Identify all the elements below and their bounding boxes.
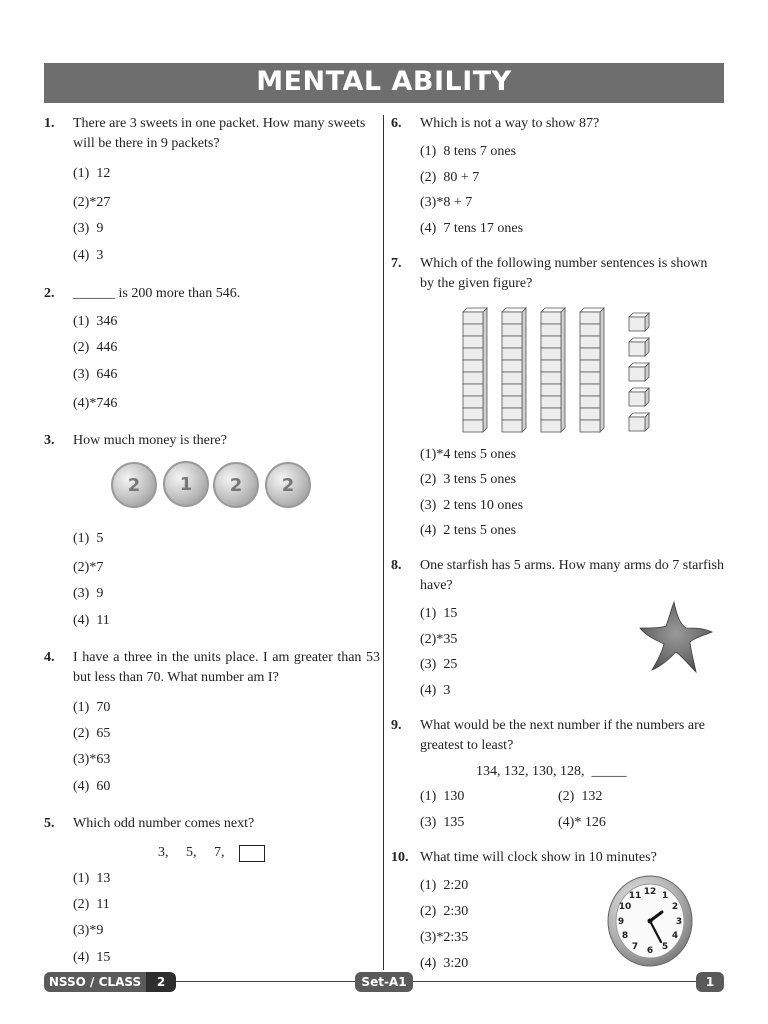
coin-icon bbox=[213, 462, 259, 508]
tens-rod bbox=[580, 308, 604, 432]
option[interactable]: (1) 346 bbox=[73, 314, 118, 329]
svg-text:12: 12 bbox=[643, 887, 657, 897]
svg-text:8: 8 bbox=[621, 931, 629, 941]
svg-text:2: 2 bbox=[671, 902, 679, 912]
question-number: 3. bbox=[44, 433, 55, 448]
answer-blank-box bbox=[239, 845, 265, 862]
svg-text:5: 5 bbox=[661, 942, 669, 952]
option[interactable]: (4) 2 tens 5 ones bbox=[420, 523, 517, 538]
question-number: 5. bbox=[44, 816, 55, 831]
option[interactable]: (2)*7 bbox=[73, 560, 104, 575]
starfish-icon bbox=[636, 598, 716, 676]
question-number: 1. bbox=[44, 116, 55, 131]
ones-cube bbox=[629, 413, 649, 431]
svg-text:11: 11 bbox=[628, 891, 642, 901]
base-ten-blocks-figure bbox=[455, 302, 660, 438]
option[interactable]: (1) 15 bbox=[420, 606, 458, 621]
question-number: 10. bbox=[391, 850, 409, 865]
ones-cubes bbox=[629, 313, 649, 431]
option[interactable]: (4)*746 bbox=[73, 396, 118, 411]
svg-text:4: 4 bbox=[671, 931, 679, 941]
column-divider bbox=[383, 115, 384, 970]
question-text: How much money is there? bbox=[73, 433, 227, 448]
question-text: What time will clock show in 10 minutes? bbox=[420, 850, 657, 865]
svg-text:9: 9 bbox=[617, 917, 625, 927]
option[interactable]: (2) 80 + 7 bbox=[420, 170, 480, 185]
option[interactable]: (3) 2 tens 10 ones bbox=[420, 498, 524, 513]
option[interactable]: (4) 3 bbox=[420, 683, 451, 698]
coin-value: 1 bbox=[179, 474, 193, 495]
option[interactable]: (3) 9 bbox=[73, 221, 104, 236]
option[interactable]: (2) 446 bbox=[73, 340, 118, 355]
footer-exam-label: NSSO / CLASS bbox=[44, 972, 146, 992]
ones-cube bbox=[629, 338, 649, 356]
coin-icon bbox=[111, 462, 157, 508]
option[interactable]: (3) 9 bbox=[73, 586, 104, 601]
question-number: 4. bbox=[44, 650, 55, 665]
option[interactable]: (4) 7 tens 17 ones bbox=[420, 221, 524, 236]
option[interactable]: (3)*8 + 7 bbox=[420, 195, 473, 210]
ones-cube bbox=[629, 388, 649, 406]
option[interactable]: (2) 132 bbox=[558, 789, 603, 804]
option[interactable]: (2) 65 bbox=[73, 726, 111, 741]
question-text: Which is not a way to show 87? bbox=[420, 116, 600, 131]
option[interactable]: (4) 60 bbox=[73, 779, 111, 794]
coin-icon bbox=[265, 462, 311, 508]
page-number: 1 bbox=[696, 972, 724, 992]
question-text: I have a three in the units place. I am greater than 53 but less than 70. What number am I? bbox=[73, 650, 380, 685]
ones-cube bbox=[629, 313, 649, 331]
question-text: Which odd number comes next? bbox=[73, 816, 255, 831]
coin-value: 2 bbox=[281, 475, 295, 496]
question-text: One starfish has 5 arms. How many arms do 7 starfish have? bbox=[420, 558, 724, 593]
option[interactable]: (4) 15 bbox=[73, 950, 111, 965]
question-text: Which of the following number sentences is shown by the given figure? bbox=[420, 256, 708, 291]
option[interactable]: (1) 8 tens 7 ones bbox=[420, 144, 517, 159]
option[interactable]: (3)*9 bbox=[73, 923, 104, 938]
tens-rod bbox=[502, 308, 526, 432]
footer-class-number: 2 bbox=[146, 972, 176, 992]
question-text: ______ is 200 more than 546. bbox=[73, 286, 241, 301]
option[interactable]: (2) 2:30 bbox=[420, 904, 469, 919]
ones-cube bbox=[629, 363, 649, 381]
option[interactable]: (4) 3 bbox=[73, 248, 104, 263]
section-header bbox=[44, 63, 724, 103]
option[interactable]: (1) 5 bbox=[73, 531, 104, 546]
question-number: 2. bbox=[44, 286, 55, 301]
question-text: There are 3 sweets in one packet. How many sweets will be there in 9 packets? bbox=[73, 116, 366, 151]
option[interactable]: (2)*35 bbox=[420, 632, 458, 647]
tens-rod bbox=[463, 308, 487, 432]
option[interactable]: (3) 135 bbox=[420, 815, 465, 830]
option[interactable]: (1) 13 bbox=[73, 871, 111, 886]
footer-set-label: Set-A1 bbox=[355, 972, 413, 992]
number-sequence: 3, 5, 7, bbox=[158, 845, 225, 860]
option[interactable]: (1) 2:20 bbox=[420, 878, 469, 893]
question-number: 8. bbox=[391, 558, 402, 573]
option[interactable]: (2)*27 bbox=[73, 195, 111, 210]
question-number: 9. bbox=[391, 718, 402, 733]
option[interactable]: (3)*63 bbox=[73, 752, 111, 767]
number-sequence: 134, 132, 130, 128, _____ bbox=[476, 764, 627, 779]
question-number: 6. bbox=[391, 116, 402, 131]
coin-value: 2 bbox=[127, 475, 141, 496]
svg-text:1: 1 bbox=[661, 891, 669, 901]
clock-icon bbox=[606, 874, 694, 968]
coin-icon bbox=[163, 461, 209, 507]
option[interactable]: (3) 646 bbox=[73, 367, 118, 382]
option[interactable]: (4) 11 bbox=[73, 613, 110, 628]
option[interactable]: (1) 130 bbox=[420, 789, 465, 804]
option[interactable]: (4)* 126 bbox=[558, 815, 606, 830]
option[interactable]: (4) 3:20 bbox=[420, 956, 469, 971]
svg-text:10: 10 bbox=[618, 902, 632, 912]
option[interactable]: (1)*4 tens 5 ones bbox=[420, 447, 517, 462]
tens-rods bbox=[463, 308, 604, 432]
coin-value: 2 bbox=[229, 475, 243, 496]
svg-text:3: 3 bbox=[675, 917, 683, 927]
option[interactable]: (1) 12 bbox=[73, 166, 111, 181]
option[interactable]: (3) 25 bbox=[420, 657, 458, 672]
section-title: MENTAL ABILITY bbox=[256, 66, 512, 97]
option[interactable]: (2) 3 tens 5 ones bbox=[420, 472, 517, 487]
option[interactable]: (1) 70 bbox=[73, 700, 111, 715]
option[interactable]: (3)*2:35 bbox=[420, 930, 469, 945]
question-number: 7. bbox=[391, 256, 402, 271]
svg-text:6: 6 bbox=[646, 946, 654, 956]
tens-rod bbox=[541, 308, 565, 432]
question-text: What would be the next number if the numbers are greatest to least? bbox=[420, 718, 705, 753]
option[interactable]: (2) 11 bbox=[73, 897, 110, 912]
svg-text:7: 7 bbox=[631, 942, 639, 952]
